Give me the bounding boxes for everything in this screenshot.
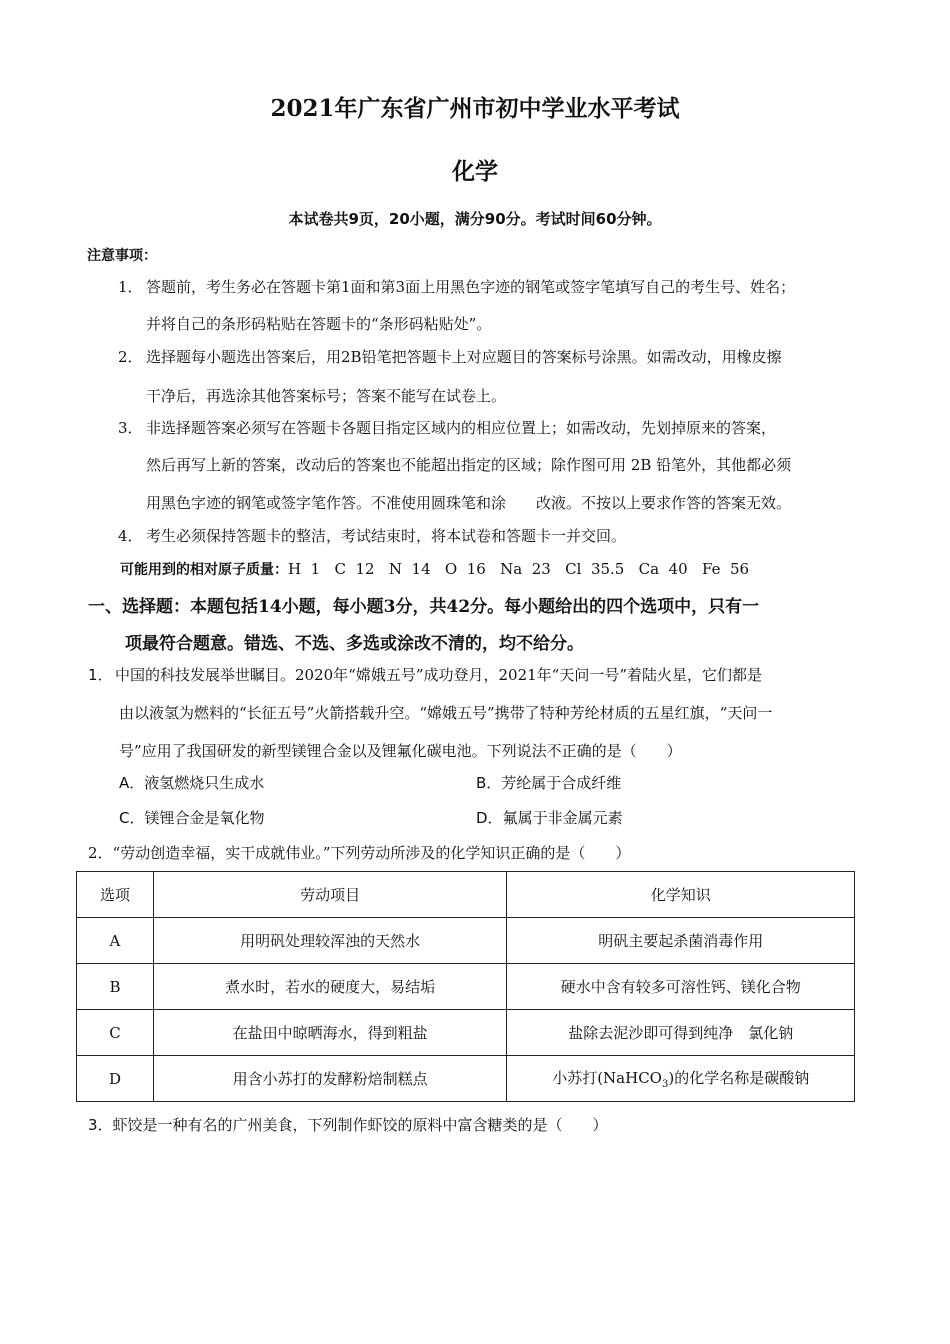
row-option: D bbox=[77, 1056, 154, 1102]
option-b-text: 芳纶属于合成纤维 bbox=[501, 774, 622, 792]
question-2-table bbox=[76, 871, 855, 1102]
header-activity: 劳动项目 bbox=[153, 872, 507, 918]
atomic-mass-line bbox=[120, 559, 749, 579]
note-1-line-2: 并将自己的条形码粘贴在答题卡的“条形码粘贴处”。 bbox=[146, 315, 492, 333]
note-3-line-3: 用黑色字迹的钢笔或签字笔作答。不准使用圆珠笔和涂 改液。不按以上要求作答的答案无效。 bbox=[146, 494, 792, 512]
question-1-option-d[interactable] bbox=[476, 807, 623, 828]
row-knowledge bbox=[507, 1056, 855, 1102]
question-1-option-a[interactable] bbox=[119, 772, 264, 793]
note-4-number: 4． bbox=[118, 527, 143, 545]
option-c-text: 镁锂合金是氧化物 bbox=[144, 809, 265, 827]
knowledge-text-post: )的化学名称是碳酸钠 bbox=[668, 1069, 810, 1087]
option-d-text: 氟属于非金属元素 bbox=[502, 809, 623, 827]
exam-info: 本试卷共9页，20小题，满分90分。考试时间60分钟。 bbox=[288, 210, 662, 228]
question-3-number: 3． bbox=[88, 1116, 113, 1134]
note-3-line-2: 然后再写上新的答案，改动后的答案也不能超出指定的区域；除作图可用 2B 铅笔外，其他都必须 bbox=[146, 456, 792, 474]
note-2-number: 2． bbox=[118, 348, 143, 366]
table-row bbox=[77, 1010, 855, 1056]
row-activity: 用明矾处理较浑浊的天然水 bbox=[153, 918, 507, 964]
row-knowledge: 硬水中含有较多可溶性钙、镁化合物 bbox=[507, 964, 855, 1010]
section-1-heading-line-2: 项最符合题意。错选、不选、多选或涂改不清的，均不给分。 bbox=[125, 634, 584, 654]
question-3-line bbox=[88, 1114, 608, 1135]
notes-heading: 注意事项： bbox=[87, 248, 157, 264]
atomic-mass-values: H 1 C 12 N 14 O 16 Na 23 Cl 35.5 Ca 40 Fe 56 bbox=[288, 560, 750, 578]
atomic-mass-label: 可能用到的相对原子质量： bbox=[120, 562, 288, 578]
row-activity: 煮水时，若水的硬度大，易结垢 bbox=[153, 964, 507, 1010]
row-option: C bbox=[77, 1010, 154, 1056]
row-knowledge: 盐除去泥沙即可得到纯净 氯化钠 bbox=[507, 1010, 855, 1056]
option-d-label: D． bbox=[476, 809, 503, 827]
option-b-label: B． bbox=[476, 774, 502, 792]
note-2-line-1: 选择题每小题选出答案后，用2B铅笔把答题卡上对应题目的答案标号涂黑。如需改动，用橡皮擦 bbox=[146, 348, 782, 366]
knowledge-text-pre: 小苏打(NaHCO bbox=[552, 1069, 662, 1087]
subject-title: 化学 bbox=[452, 158, 498, 185]
knowledge-subscript: 3 bbox=[661, 1079, 669, 1090]
question-1-number: 1． bbox=[88, 666, 113, 684]
row-option: B bbox=[77, 964, 154, 1010]
note-4-line-1: 考生必须保持答题卡的整洁，考试结束时，将本试卷和答题卡一并交回。 bbox=[146, 527, 627, 545]
note-2-line-2: 干净后，再选涂其他答案标号；答案不能写在试卷上。 bbox=[146, 387, 507, 405]
option-a-label: A． bbox=[119, 774, 145, 792]
note-1-number: 1． bbox=[118, 278, 143, 296]
table-row bbox=[77, 1056, 855, 1102]
row-activity: 在盐田中晾晒海水，得到粗盐 bbox=[153, 1010, 507, 1056]
row-knowledge: 明矾主要起杀菌消毒作用 bbox=[507, 918, 855, 964]
table-row bbox=[77, 964, 855, 1010]
question-1-line-3: 号”应用了我国研发的新型镁锂合金以及锂氟化碳电池。下列说法不正确的是（ ） bbox=[119, 742, 682, 760]
exam-title: 2021年广东省广州市初中学业水平考试 bbox=[270, 95, 680, 122]
question-1-option-c[interactable] bbox=[119, 807, 265, 828]
note-3-line-1: 非选择题答案必须写在答题卡各题目指定区域内的相应位置上；如需改动，先划掉原来的答案， bbox=[146, 419, 777, 437]
section-1-heading-line-1: 一、选择题：本题包括14小题，每小题3分，共42分。每小题给出的四个选项中，只有一 bbox=[88, 597, 760, 617]
header-option: 选项 bbox=[77, 872, 154, 918]
table-header-row bbox=[77, 872, 855, 918]
question-3-text: 虾饺是一种有名的广州美食，下列制作虾饺的原料中富含糖类的是（ ） bbox=[112, 1116, 608, 1134]
question-2-text: 2．“劳动创造幸福，实干成就伟业。”下列劳动所涉及的化学知识正确的是（ ） bbox=[88, 844, 631, 862]
row-activity: 用含小苏打的发酵粉焙制糕点 bbox=[153, 1056, 507, 1102]
table-row bbox=[77, 918, 855, 964]
question-1-line-1: 中国的科技发展举世瞩目。2020年“嫦娥五号”成功登月，2021年“天问一号”着陆火星，它们都是 bbox=[115, 666, 763, 684]
note-3-number: 3． bbox=[118, 419, 143, 437]
row-option: A bbox=[77, 918, 154, 964]
note-1-line-1: 答题前，考生务必在答题卡第1面和第3面上用黑色字迹的钢笔或签字笔填写自己的考生号、姓名； bbox=[146, 278, 796, 296]
question-1-line-2: 由以液氢为燃料的“长征五号”火箭搭载升空。“嫦娥五号”携带了特种芳纶材质的五星红旗，“天问一 bbox=[119, 704, 773, 722]
question-1-option-b[interactable] bbox=[476, 772, 621, 793]
header-knowledge: 化学知识 bbox=[507, 872, 855, 918]
option-a-text: 液氢燃烧只生成水 bbox=[144, 774, 265, 792]
option-c-label: C． bbox=[119, 809, 145, 827]
